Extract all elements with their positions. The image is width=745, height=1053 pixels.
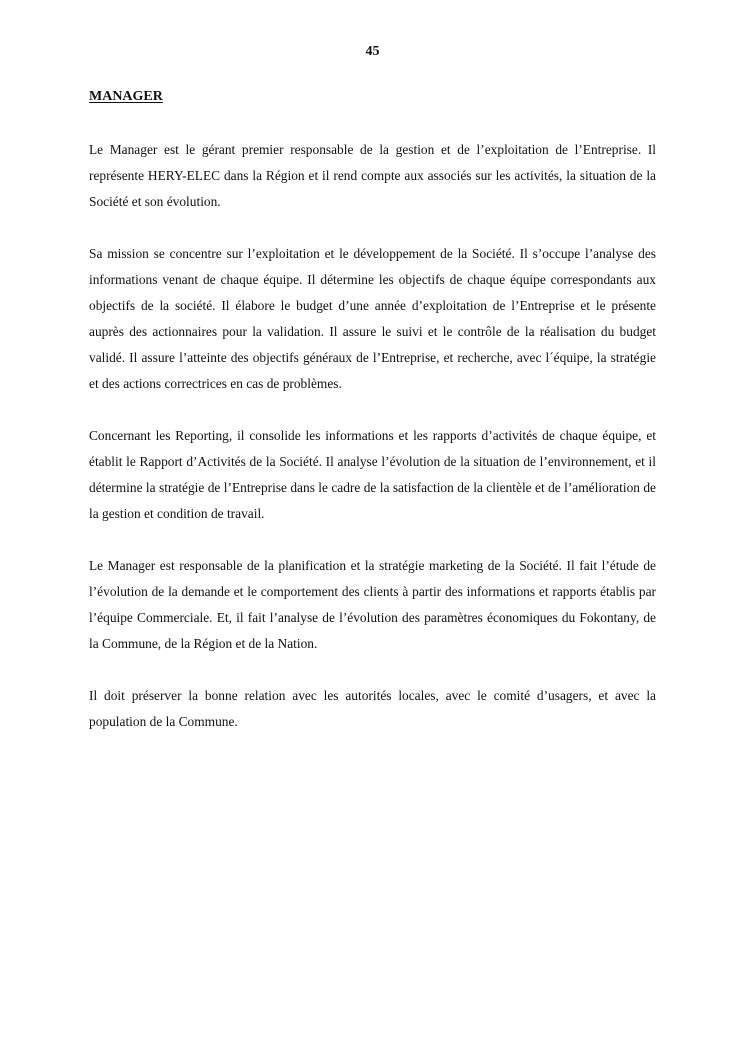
body-text: [89, 137, 656, 761]
paragraph-reporting: Concernant les Reporting, il consolide les informations et les rapports d’activités de chaque équipe, et établit le Rapport d’Activités de la Société. Il analyse l’évolution de la situation de l’environnement, et il détermine la stratégie de l’Entreprise dans le cadre de la satisfaction de la clientèle et de l’amélioration de la gestion et condition de travail.: [89, 428, 656, 521]
paragraph-relations: Il doit préserver la bonne relation avec les autorités locales, avec le comité d’usagers, et avec la population de la Commune.: [89, 688, 656, 729]
paragraph-marketing: Le Manager est responsable de la planification et la stratégie marketing de la Société. Il fait l’étude de l’évolution de la demande et le comportement des clients à partir des informations et rapports établis par l’équipe Commerciale. Et, il fait l’analyse de l’évolution des paramètres économiques du Fokontany, de la Commune, de la Région et de la Nation.: [89, 558, 656, 651]
page-number: 45: [365, 44, 380, 59]
paragraph-role-definition: Le Manager est le gérant premier responsable de la gestion et de l’exploitation de l’Entreprise. Il représente HERY-ELEC dans la Région et il rend compte aux associés sur les activités, la situation de la Société et son évolution.: [89, 142, 656, 209]
paragraph-mission: Sa mission se concentre sur l’exploitation et le développement de la Société. Il s’occupe l’analyse des informations venant de chaque équipe. Il détermine les objectifs de chaque équipe correspondants aux objectifs de la société. Il élabore le budget d’une année d’exploitation de l’Entreprise et le présente auprès des actionnaires pour la validation. Il assure le suivi et le contrôle de la réalisation du budget validé. Il assure l’atteinte des objectifs généraux de l’Entreprise, et recherche, avec l´équipe, la stratégie et des actions correctrices en cas de problèmes.: [89, 246, 656, 391]
section-heading: MANAGER: [89, 89, 163, 104]
